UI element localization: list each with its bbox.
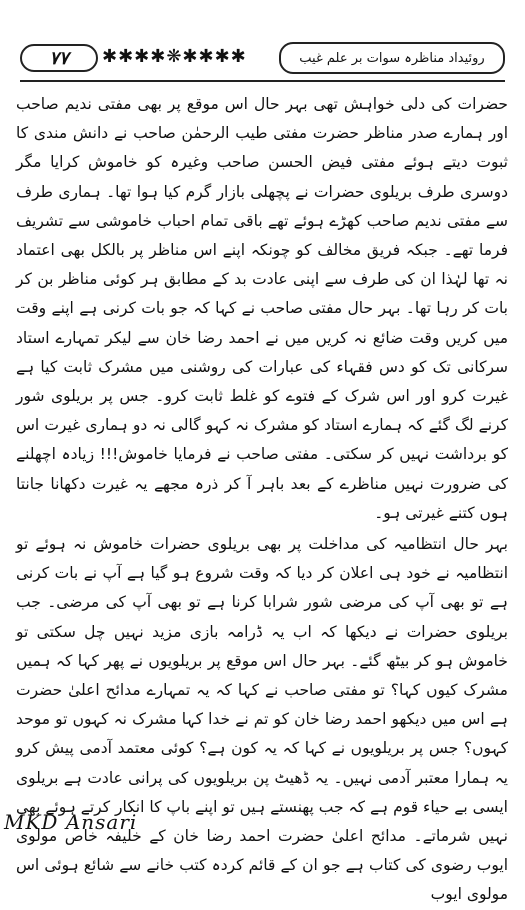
header-rule (20, 80, 505, 82)
paragraph-2: بہر حال انتظامیہ کی مداخلت پر بھی بریلوی حضرات خاموش نہ ہوئے تو انتظامیہ نے خود ہی اعلان کر دیا کہ وقت شروع ہو گیا ہے آپ نے بات کرنی ہے تو بھی آپ کی مرضی شور شرابا کرنا ہے تو بھی آپ کی مرضی۔ جب بریلوی حضرات نے دیکھا کہ اب یہ ڈرامہ بازی مزید نہیں چل سکتی تو خاموش ہو کر بیٹھ گئے۔ بہر حال اس موقع پر بریلویوں نے پھر کہا کہ ہمیں مشرک کیوں کہا؟ تو مفتی صاحب نے کہا کہ یہ تمہارے مدائح اعلیٰ حضرت ہے اس میں دیکھو احمد رضا خان کو تم نے خدا کہا مشرک نہ کہوں تو موحد کہوں؟ جس پر بریلویوں نے کہا کہ یہ کون ہے؟ کوئی معتمد آدمی پیش کرو یہ ہمارا معتبر آدمی نہیں۔ یہ ڈھیٹ پن بریلویوں کی پرانی عادت ہے بریلوی ایسی بے حیاء قوم ہے کہ جب پھنستے ہیں تو اپنے باپ کا انکار کرتے ہوئے بھی نہیں شرماتے۔ مدائح اعلیٰ حضرت احمد رضا خان کے خلیفہ خاص مولوی ایوب رضوی کی کتاب ہے جو ان کے قائم کردہ کتب خانے سے شائع ہوئی اس مولوی ایوب (16, 535, 508, 904)
page-number: ۷۷ (20, 44, 98, 72)
paragraph-1: حضرات کی دلی خواہش تھی بہر حال اس موقع پر بھی مفتی ندیم صاحب اور ہمارے صدر مناظر حضرت مفتی طیب الرحمٰن صاحب نے دانش مندی کا ثبوت دیتے ہوئے مفتی فیض الحسن صاحب وغیرہ کو خاموش کرایا مگر دوسری طرف بریلوی حضرات نے پچھلی بازار گرم کیا ہوا تھا۔ ہماری طرف سے مفتی ندیم صاحب کھڑے ہوئے تھے باقی تمام احباب خاموشی سے تشریف فرما تھے۔ جبکہ فریق مخالف کو چونکہ اپنے اس مناظر پر بالکل بھی اعتماد نہ تھا لہٰذا ان کی طرف سے اپنی عادت بد کے مطابق ہر کوئی مناظر بن کر بات کر رہا تھا۔ بہر حال مفتی صاحب نے کہا کہ جو بات کرنی ہے اپنے وقت میں کریں وقت ضائع نہ کریں میں نے احمد رضا خان سے لیکر تمہارے استاد سرکانی تک کو دس فقہاء کی عبارات کی روشنی میں مشرک ثابت کیا ہے غیرت کرو اور اس شرک کے فتوے کو غلط ثابت کرو۔ جس پر بریلوی شور کرنے لگ گئے کہ ہمارے استاد کو مشرک نہ کہو گالی نہ دو ہماری غیرت اس کو برداشت نہیں کر سکتی۔ مفتی صاحب نے فرمایا خاموش!!! زیادہ اچھلنے کی ضرورت نہیں مناظرے کے بعد باہر آ کر ذرہ مجھے یہ غیرت دکھانا جانتا ہوں کتنے غیرتی ہو۔ (16, 95, 508, 522)
signature-watermark: MKD Ansari (4, 810, 138, 834)
header-ornament: ✱✱✱✱❋✱✱✱✱ (102, 46, 247, 67)
running-title: روئیداد مناظرہ سوات بر علم غیب (279, 42, 505, 74)
page-body (16, 90, 508, 910)
page-header (20, 40, 505, 82)
